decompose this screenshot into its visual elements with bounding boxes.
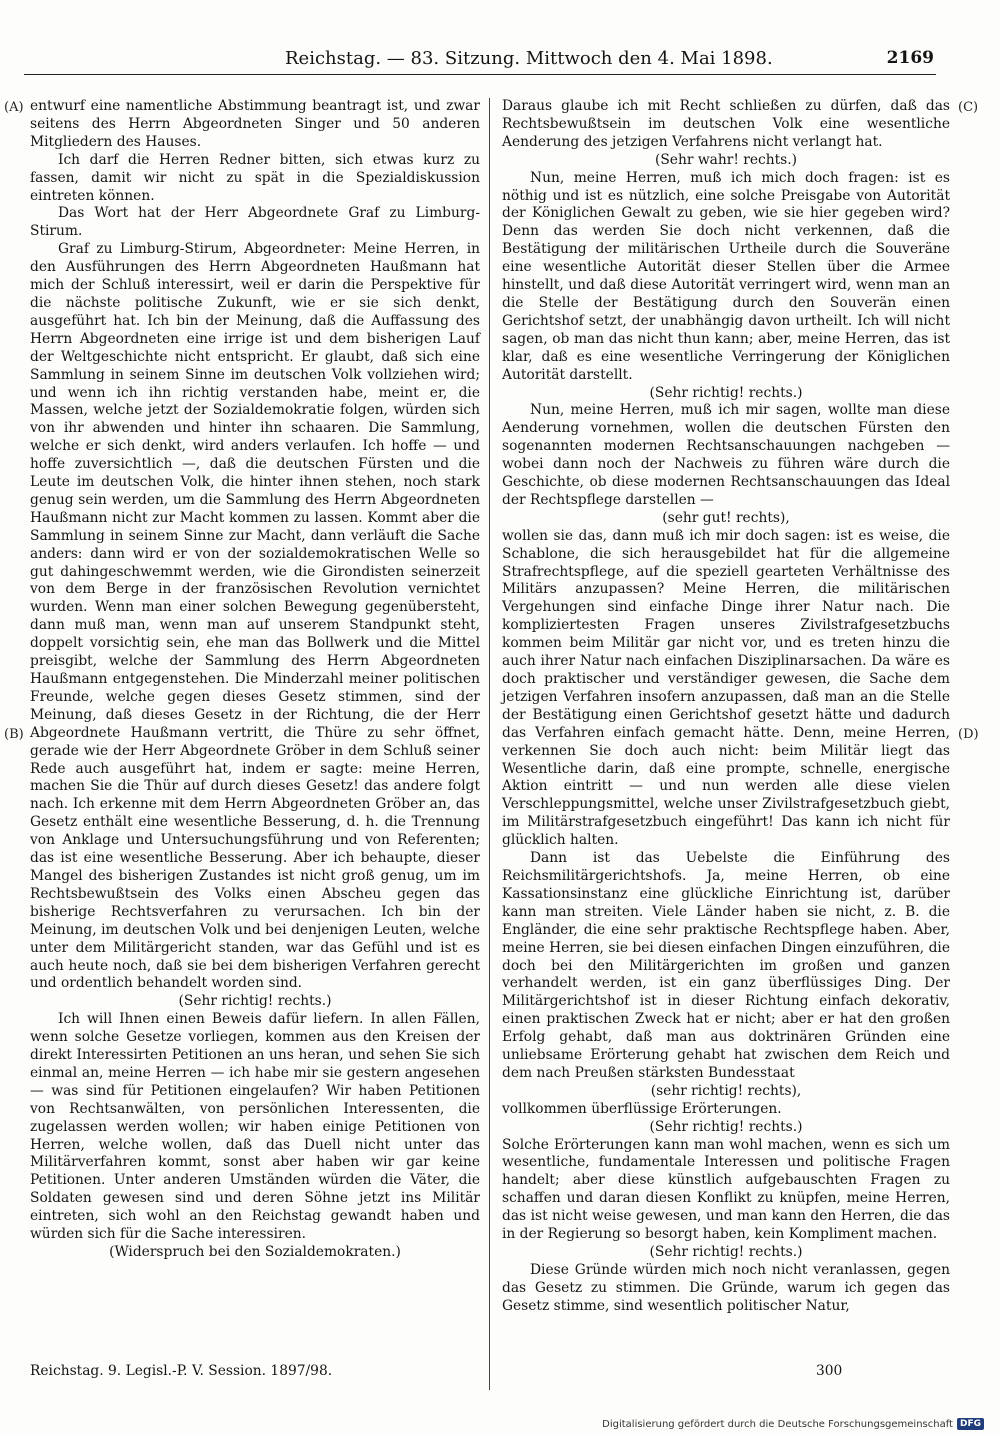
paragraph: Ich will Ihnen einen Beweis dafür liefern. In allen Fällen, wenn solche Gesetze vorliegen, kommen aus den Kreisen der direkt Interessirten Petitionen an uns heran, und sehen Sie sich einmal an, meine Herren — ich habe mir sie gestern angesehen — was sind für Petitionen eingelaufen? Wir haben Petitionen von Rechtsanwälten, von persönlichen Interessenten, die zugelassen werden wollen; wir haben einige Petitionen von Herren, welche wollen, daß das Duell nicht unter das Militärverfahren kommt, sonst aber haben wir gar keine Petitionen. Unter anderen Umständen würden die Väter, die Soldaten gewesen sind und deren Söhne jetzt ins Militär eintreten, sich wohl an den Reichstag gewandt haben und würden sich für die Sache interessiren. xyxy=(30,1011,480,1243)
interjection: (Widerspruch bei den Sozialdemokraten.) xyxy=(109,1244,401,1260)
digitization-credit xyxy=(602,1418,984,1430)
paragraph: Das Wort hat der Herr Abgeordnete Graf zu Limburg-Stirum. xyxy=(30,205,480,240)
right-text-column xyxy=(502,98,950,1316)
paragraph: Diese Gründe würden mich noch nicht veranlassen, gegen das Gesetz zu stimmen. Die Gründe, warum ich gegen das Gesetz stimme, sind wesentlich politischer Natur, xyxy=(502,1261,950,1314)
interjection: (sehr richtig! rechts), xyxy=(650,1082,802,1099)
paragraph: vollkommen überflüssige Erörterungen. xyxy=(502,1100,782,1117)
header-title: Reichstag. — 83. Sitzung. Mittwoch den 4. Mai 1898. xyxy=(285,48,773,69)
margin-marker-b: (B) xyxy=(4,727,24,742)
footer-session: Reichstag. 9. Legisl.-P. V. Session. 1897/98. xyxy=(30,1363,333,1379)
header-rule xyxy=(24,74,936,75)
margin-marker-a: (A) xyxy=(4,100,24,115)
interjection: (Sehr richtig! rechts.) xyxy=(649,1118,803,1135)
margin-marker-c: (C) xyxy=(958,100,979,115)
paragraph: Solche Erörterungen kann man wohl machen, wenn es sich um wesentliche, fundamentale Interessen und politische Fragen handelt; aber diese künstlich aufgebauschten Fragen zu schaffen und daran diesen Konflikt zu knüpfen, meine Herren, das ist nicht weise gewesen, und man kann den Herren, die das in der Regierung so besorgt haben, kein Kompliment machen. xyxy=(502,1136,950,1243)
interjection: (Sehr richtig! rechts.) xyxy=(178,993,332,1010)
margin-marker-d: (D) xyxy=(958,727,979,742)
interjection: (Sehr richtig! rechts.) xyxy=(649,384,803,401)
column-divider xyxy=(489,98,490,1390)
paragraph: wollen sie das, dann muß ich mir doch sagen: ist es weise, die Schablone, die sich herausgebildet hat für die allgemeine Strafrechtspflege, auf die speziell gearteten Verhältnisse des Militärs anzupassen? Meine Herren, die militärischen Vergehungen sind einfache Dinge ihrer Natur nach. Die kompliziertesten Fragen unseres Zivilstrafgesetzbuchs kommen beim Militär gar nicht vor, und es treten hinzu die auch ihrer Natur nach einfachen Disziplinarsachen. Da wäre es doch praktischer und verständiger gewesen, die Sache dem jetzigen Verfahren insofern anzupassen, daß man an die Stelle der Bestätigung einen Gerichtshof gesetzt hätte und dadurch das Verfahren einfach gemacht hätte. Denn, meine Herren, verkennen Sie doch auch nicht: beim Militär liegt das Wesentliche darin, daß eine prompte, schnelle, energische Aktion eintritt — und nun werden alle diese vielen Verschleppungsmittel, welche unser Zivilstrafgesetzbuch giebt, im Militärstrafgesetzbuch eingeführt! Das kann ich nicht für glücklich halten. xyxy=(502,527,950,849)
paragraph: Nun, meine Herren, muß ich mir sagen, wollte man diese Aenderung vornehmen, wollen die deutschen Fürsten den sogenannten modernen Rechtsanschauungen nachgeben — wobei dann noch der Nachweis zu führen wäre durch die Geschichte, ob diese modernen Rechtsanschauungen das Ideal der Rechtspflege darstellen — xyxy=(502,402,950,508)
paragraph: Nun, meine Herren, muß ich mich doch fragen: ist es nöthig und ist es nützlich, eine solche Preisgabe von Autorität der Königlichen Gewalt zu geben, wie sie hier gegeben wird? Denn das werden Sie doch nicht verkennen, daß die Bestätigung der militärischen Urtheile durch die Souveräne eine wesentliche Autorität dieser Stellen über die Armee hinstellt, und daß diese Autorität verringert wird, wenn man an die Stelle der Bestätigung durch den Souverän einen Gerichtshof setzt, der unabhängig davon urtheilt. Ich will nicht sagen, ob man das nicht thun kann; aber, meine Herren, das ist klar, daß es eine wesentliche Verringerung der Königlichen Autorität darstellt. xyxy=(502,169,950,383)
paragraph: Graf zu Limburg-Stirum, Abgeordneter: Meine Herren, in den Ausführungen des Herrn Abgeordneten Haußmann hat mich der Schluß interessirt, weil er darin die Perspektive für die nächste politische Zukunft, wie er sie sich denkt, ausgeführt hat. Ich bin der Meinung, daß die Auffassung des Herrn Abgeordneten eine irrige ist und dem bisherigen Lauf der Weltgeschichte nicht entspricht. Er glaubt, daß sich eine Sammlung in seinem Sinne im deutschen Volk vollziehen wird; und wenn ich ihn richtig verstanden habe, meint er, die Massen, welche jetzt der Sozialdemokratie folgen, würden sich von ihr abwenden und hinter ihn schaaren. Die Sammlung, welche er sich denkt, wird anders verlaufen. Ich hoffe — und hoffe zuversichtlich —, daß die deutschen Fürsten und die Leute im deutschen Volk, die hinter ihnen stehen, noch stark genug sein werden, um die Sammlung des Herrn Abgeordneten Haußmann nicht zur Macht kommen zu lassen. Kommt aber die Sammlung in seinem Sinne zur Macht, dann verläuft die Sache anders: dann wird er von der sozialdemokratischen Welle so gut dahingeschwemmt werden, wie die Girondisten seinerzeit von dem Berge in der französischen Revolution vernichtet wurden. Wenn man einer solchen Bewegung gegenübersteht, dann muß man, wenn man auf unserem Standpunkt steht, doppelt vorsichtig sein, ehe man das Bollwerk und die Mittel preisgibt, welche der Sammlung des Herrn Abgeordneten Haußmann entgegenstehen. Die Minderzahl meiner politischen Freunde, welche gegen dieses Gesetz stimmen, sind der Meinung, daß dieses Gesetz in der Richtung, die der Herr Abgeordnete Haußmann vertritt, die Thüre zu sehr öffnet, gerade wie der Herr Abgeordnete Gröber in dem Schluß seiner Rede auch ausgeführt hat, indem er sagte: meine Herren, machen Sie die Thür auf durch dieses Gesetz! das andere folgt nach. Ich erkenne mit dem Herrn Abgeordneten Gröber an, das Gesetz enthält eine wesentliche Besserung, d. h. die Trennung von Anklage und Untersuchungsführung und von Referenten; das ist eine wesentliche Besserung. Aber ich behaupte, dieser Mangel des bisherigen Zustandes ist nicht groß genug, um im Rechtsbewußtsein des Volks einen Abscheu gegen das bisherige Rechtsverfahren zu verursachen. Ich bin der Meinung, im deutschen Volk und bei denjenigen Leuten, welche unter dem Militärgericht standen, war das Gefühl und ist es auch heute noch, daß sie bei dem bisherigen Verfahren gerecht und ordentlich behandelt worden sind. xyxy=(30,241,480,992)
interjection: (sehr gut! rechts), xyxy=(662,509,790,526)
paragraph: Ich darf die Herren Redner bitten, sich etwas kurz zu fassen, damit wir nicht zu spät in die Spezialdiskussion eintreten können. xyxy=(30,151,480,204)
paragraph: Daraus glaube ich mit Recht schließen zu dürfen, daß das Rechtsbewußtsein im deutschen Volk eine wesentliche Aenderung des jetzigen Verfahrens nicht verlangt hat. xyxy=(502,98,950,150)
interjection: (Sehr wahr! rechts.) xyxy=(654,151,798,168)
interjection: (Sehr richtig! rechts.) xyxy=(649,1244,803,1260)
paragraph: Dann ist das Uebelste die Einführung des Reichsmilitärgerichtshofs. Ja, meine Herren, ob eine Kassationsinstanz eine glückliche Einrichtung ist, darüber kann man streiten. Viele Länder haben sie nicht, z. B. die Engländer, die eine sehr praktische Rechtspflege haben. Aber, meine Herren, sie bei diesen einfachen Dingen einzuführen, die doch bei den Militärgerichten im großen und ganzen verhandelt werden, ist ein ganz überflüssiges Ding. Der Militärgerichtshof ist in dieser Richtung einfach dekorativ, einen praktischen Zweck hat er nicht; aber er hat den großen Erfolg gehabt, daß man aus doktrinären Gründen eine unliebsame Erörterung gehabt hat zwischen dem Reich und dem nach Preußen stärksten Bundesstaat xyxy=(502,850,950,1081)
page-header xyxy=(0,48,1000,74)
left-text-column xyxy=(30,98,480,1262)
paragraph: entwurf eine namentliche Abstimmung beantragt ist, und zwar seitens des Herrn Abgeordneten Singer und 50 anderen Mitgliedern des Hauses. xyxy=(30,98,480,150)
footer-sheet-number: 300 xyxy=(816,1363,843,1379)
page-number: 2169 xyxy=(886,48,934,68)
credit-text: Digitalisierung gefördert durch die Deutsche Forschungsgemeinschaft xyxy=(602,1418,953,1430)
dfg-logo: DFG xyxy=(957,1418,984,1430)
